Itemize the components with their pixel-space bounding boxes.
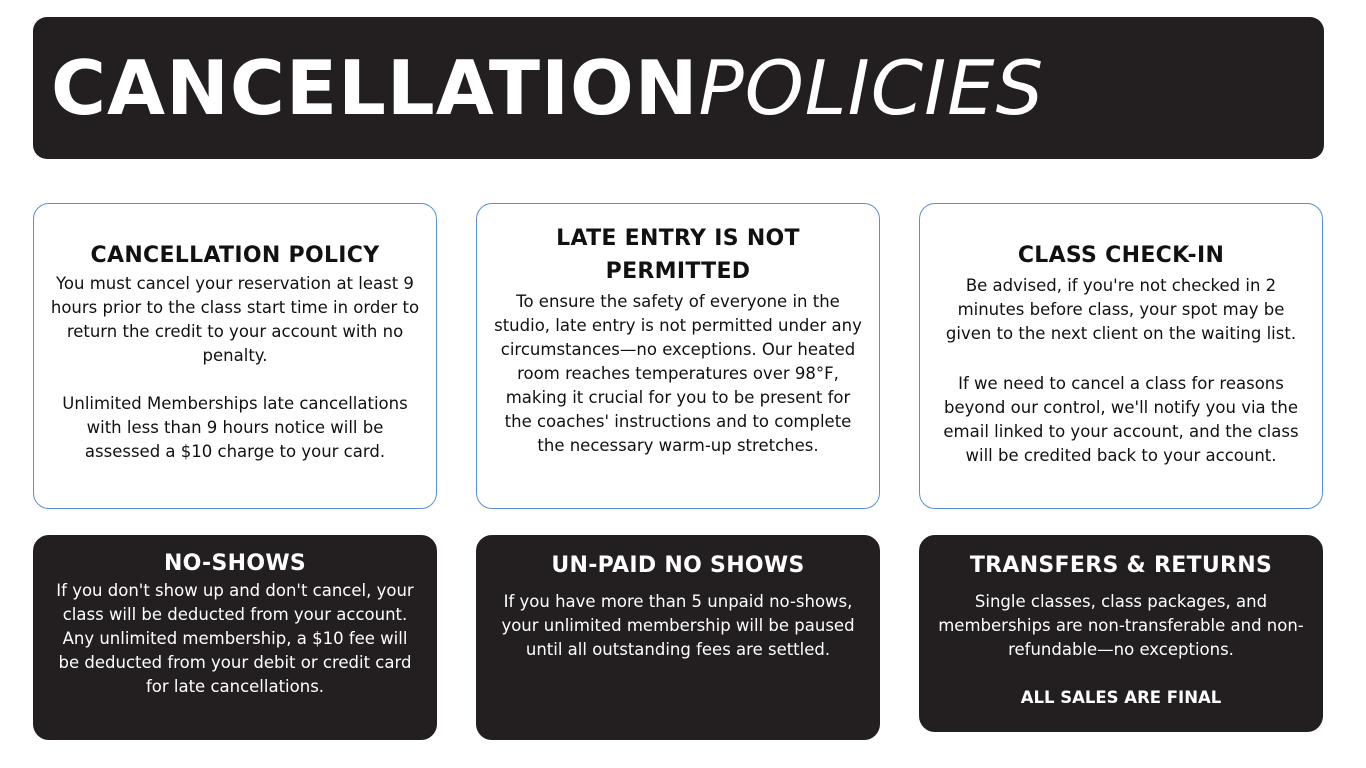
card-title: UN-PAID NO SHOWS	[551, 553, 805, 578]
card-paragraph: If we need to cancel a class for reasons beyond our control, we'll notify you via the email linked to your account, and the class will be credited back to your account.	[943, 374, 1299, 465]
page-title-bold: CANCELLATION	[51, 44, 699, 132]
card-paragraph: To ensure the safety of everyone in the studio, late entry is not permitted under any circumstances—no exceptions. Our heated room reaches temperatures over 98°F, making it crucial for you to be present for the coaches' instructions and to complete the necessary warm-up stretches.	[494, 292, 862, 455]
card-late-entry	[476, 203, 880, 509]
paragraph-spacer	[50, 368, 420, 392]
card-class-check-in	[919, 203, 1323, 509]
card-paragraph: Be advised, if you're not checked in 2 minutes before class, your spot may be given to the next client on the waiting list.	[945, 276, 1297, 343]
card-no-shows	[33, 535, 437, 740]
card-title: LATE ENTRY IS NOT PERMITTED	[556, 226, 800, 284]
final-sale-notice: ALL SALES ARE FINAL	[1020, 688, 1222, 707]
card-title: NO-SHOWS	[163, 551, 307, 576]
paragraph-spacer	[936, 346, 1306, 370]
card-title: TRANSFERS & RETURNS	[969, 553, 1273, 578]
card-paragraph: If you don't show up and don't cancel, your class will be deducted from your account.	[56, 581, 414, 624]
card-title: CANCELLATION POLICY	[90, 243, 380, 268]
card-title: CLASS CHECK-IN	[1017, 243, 1225, 268]
card-paragraph: If you have more than 5 unpaid no-shows, your unlimited membership will be paused until all outstanding fees are settled.	[501, 592, 855, 659]
header-banner	[33, 17, 1324, 159]
page-title	[51, 43, 1044, 133]
card-paragraph: Single classes, class packages, and memberships are non-transferable and non-refundable—no exceptions.	[938, 592, 1304, 659]
card-unpaid-no-shows	[476, 535, 880, 740]
paragraph-spacer	[936, 662, 1306, 686]
card-paragraph: Any unlimited membership, a $10 fee will be deducted from your debit or credit card for late cancellations.	[58, 629, 412, 696]
card-transfers-returns	[919, 535, 1323, 732]
card-paragraph: Unlimited Memberships late cancellations with less than 9 hours notice will be assessed a $10 charge to your card.	[62, 394, 408, 461]
card-cancellation-policy	[33, 203, 437, 509]
page-title-light: POLICIES	[698, 44, 1045, 132]
card-paragraph: You must cancel your reservation at least 9 hours prior to the class start time in order to return the credit to your account with no penalty.	[50, 274, 420, 365]
